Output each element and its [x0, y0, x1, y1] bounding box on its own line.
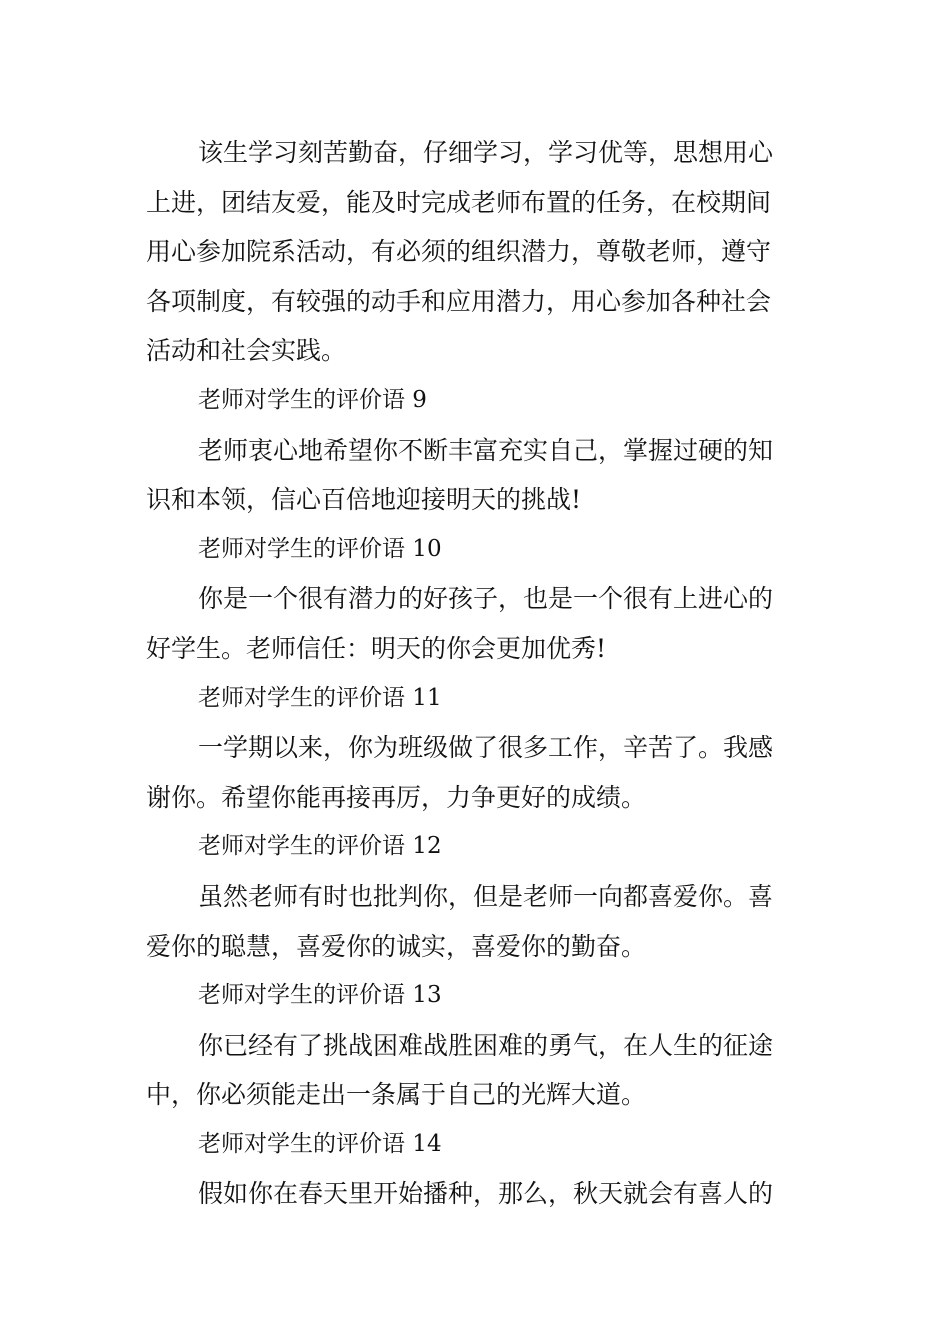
- section-heading: 老师对学生的评价语 11: [198, 684, 442, 711]
- section-heading: 老师对学生的评价语 9: [198, 386, 427, 413]
- paragraph-line: 识和本领，信心百倍地迎接明天的挑战!: [146, 485, 582, 515]
- paragraph-line: 虽然老师有时也批判你，但是老师一向都喜爱你。喜: [198, 881, 774, 911]
- paragraph-line: 你是一个很有潜力的好孩子，也是一个很有上进心的: [198, 584, 774, 614]
- paragraph-line: 好学生。老师信任：明天的你会更加优秀!: [146, 633, 607, 663]
- section-heading: 老师对学生的评价语 12: [198, 833, 442, 860]
- document-page: [146, 128, 808, 1219]
- paragraph: [146, 574, 808, 673]
- paragraph: [146, 426, 808, 525]
- paragraph: [146, 872, 808, 971]
- section-heading: 老师对学生的评价语 14: [198, 1130, 442, 1157]
- paragraph-line: 用心参加院系活动，有必须的组织潜力，尊敬老师，遵守: [146, 237, 772, 267]
- paragraph-line: 各项制度，有较强的动手和应用潜力，用心参加各种社会: [146, 286, 772, 316]
- paragraph-line: 上进，团结友爱，能及时完成老师布置的任务，在校期间: [146, 187, 772, 217]
- paragraph-line: 你已经有了挑战困难战胜困难的勇气，在人生的征途: [198, 1030, 774, 1060]
- paragraph-line: 爱你的聪慧，喜爱你的诚实，喜爱你的勤奋。: [146, 931, 647, 961]
- paragraph-line: 谢你。希望你能再接再厉，力争更好的成绩。: [146, 782, 647, 812]
- section-heading: 老师对学生的评价语 13: [198, 982, 442, 1009]
- paragraph: [146, 1021, 808, 1120]
- paragraph: [146, 128, 808, 376]
- paragraph-line: 中，你必须能走出一条属于自己的光辉大道。: [146, 1080, 647, 1110]
- paragraph-line: 该生学习刻苦勤奋，仔细学习，学习优等，思想用心: [198, 138, 774, 167]
- paragraph: [146, 723, 808, 822]
- paragraph-line: 老师衷心地希望你不断丰富充实自己，掌握过硬的知: [198, 435, 774, 465]
- section-heading: 老师对学生的评价语 10: [198, 535, 442, 562]
- paragraph: [146, 1169, 808, 1219]
- paragraph-line: 活动和社会实践。: [146, 336, 347, 366]
- paragraph-line: 一学期以来，你为班级做了很多工作，辛苦了。我感: [198, 733, 774, 763]
- paragraph-line: 假如你在春天里开始播种，那么，秋天就会有喜人的: [198, 1179, 774, 1209]
